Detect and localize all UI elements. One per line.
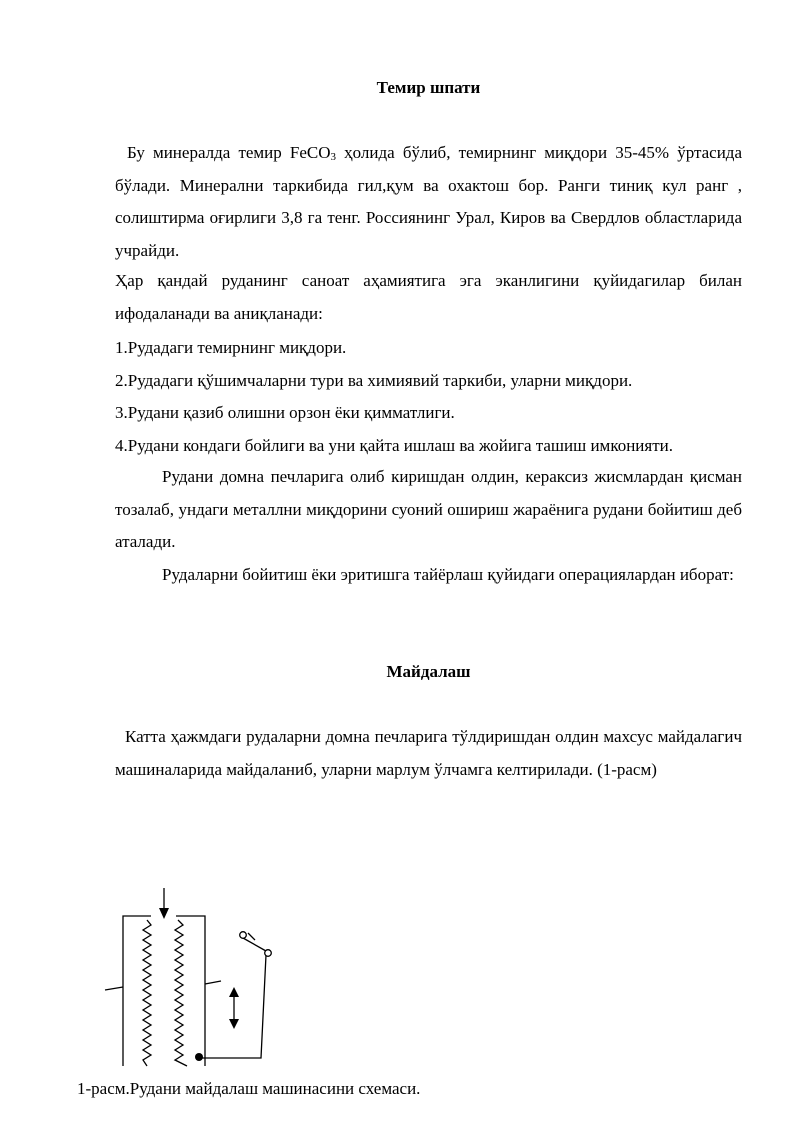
list-item: 1.Рудадаги темирнинг миқдори. bbox=[115, 338, 347, 357]
section-title-crushing: Майдалаш bbox=[386, 662, 471, 681]
lever-pivot-mark bbox=[248, 933, 255, 940]
linkage-rod bbox=[199, 955, 266, 1058]
paragraph-ore-enrichment: Рудани домна печларига олиб киришдан олдин, кераксиз жисмлардан қисман тозалаб, ундаги металлни миқдорини суоний ошириш жараёнига рудани бойитиш деб аталади. bbox=[115, 467, 742, 551]
paragraph-operations: Рудаларни бойитиш ёки эритишга тайёрлаш қуйидаги операциялардан иборат: bbox=[162, 565, 734, 584]
chemical-formula bbox=[290, 143, 336, 162]
motion-arrow-head-down bbox=[229, 1019, 239, 1029]
paragraph-text-start: Бу минералда темир bbox=[127, 143, 290, 162]
right-outer-tick bbox=[205, 981, 221, 984]
crusher-diagram bbox=[95, 880, 295, 1070]
right-jaw-zigzag bbox=[175, 920, 187, 1066]
section-title-iron-spar: Темир шпати bbox=[376, 78, 481, 97]
list-item: 2.Рудадаги қўшимчаларни тури ва химиявий таркиби, уларни миқдори. bbox=[115, 371, 633, 390]
list-item: 3.Рудани қазиб олишни орзон ёки қимматлиги. bbox=[115, 403, 455, 422]
formula-base: FeCO bbox=[289, 143, 331, 162]
paragraph-crushing: Катта ҳажмдаги рудаларни домна печларига тўлдиришдан олдин махсус майдалагич машиналарида майдаланиб, уларни марлум ўлчамга келтирилади. (1-расм) bbox=[115, 727, 742, 779]
formula-subscript: 3 bbox=[330, 151, 337, 163]
feed-arrow-head bbox=[159, 908, 169, 919]
list-item: 4.Рудани кондаги бойлиги ва уни қайта ишлаш ва жойига ташиш имконияти. bbox=[115, 436, 674, 455]
paragraph-text-end: ҳолида бўлиб, темирнинг миқдори 35-45% ўртасида бўлади. Минерални таркибида гил,қум ва охактош бор. Ранги тиниқ кул ранг , солиштирма оғирлиги 3,8 га тенг. Россиянинг Урал, Киров ва Свердлов областларида учрайди. bbox=[115, 143, 742, 260]
figure-caption: 1-расм.Рудани майдалаш машинасини схемаси. bbox=[77, 1079, 421, 1098]
lever-end-circle bbox=[265, 950, 272, 957]
motion-arrow-head-up bbox=[229, 987, 239, 997]
left-chamber-wall bbox=[123, 916, 151, 1066]
drive-joint bbox=[195, 1053, 203, 1061]
paragraph-industrial-significance: Ҳар қандай руданинг саноат аҳамиятига эга эканлигини қуйидагилар билан ифодаланади ва аниқланади: bbox=[115, 271, 742, 323]
left-jaw-zigzag bbox=[143, 920, 151, 1066]
lever-pivot-circle bbox=[240, 932, 247, 939]
paragraph-mineral-description bbox=[115, 137, 742, 267]
left-outer-tick bbox=[105, 987, 123, 990]
